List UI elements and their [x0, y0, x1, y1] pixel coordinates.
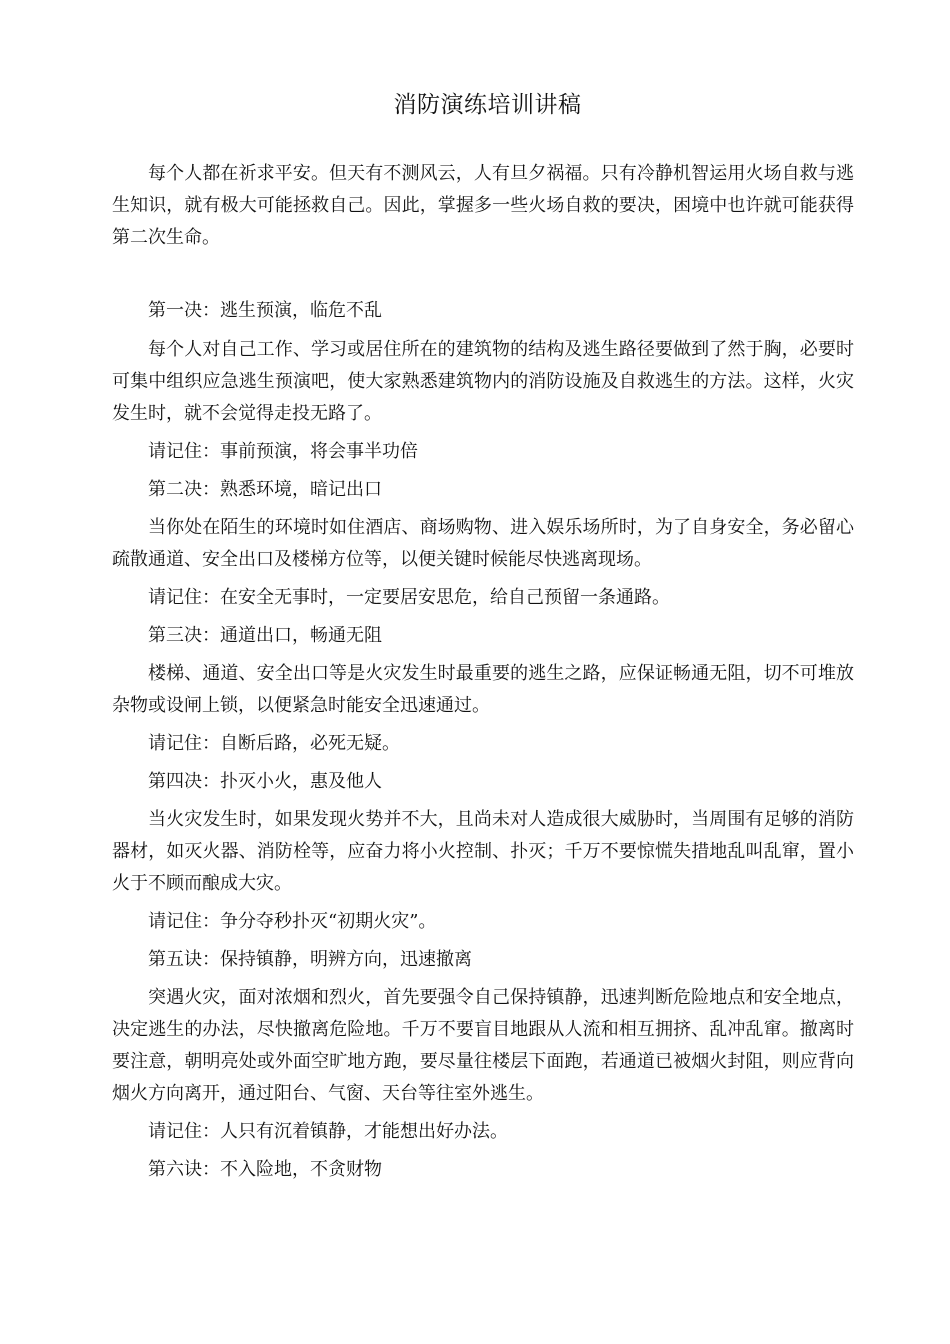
- body-paragraph-5: 突遇火灾，面对浓烟和烈火，首先要强令自己保持镇静，迅速判断危险地点和安全地点，决定逃生的办法，尽快撤离危险地。千万不要盲目地跟从人流和相互拥挤、乱冲乱窜。撤离时要注意，朝明亮处或外面空旷地方跑，要尽量往楼层下面跑，若通道已被烟火封阻，则应背向烟火方向离开，通过阳台、气窗、天台等往室外逃生。: [112, 987, 854, 1104]
- body-paragraph-4: 当火灾发生时，如果发现火势并不大，且尚未对人造成很大威胁时，当周围有足够的消防器材，如灭火器、消防栓等，应奋力将小火控制、扑灭；千万不要惊慌失措地乱叫乱窜，置小火于不顾而酿成大灾。: [112, 809, 854, 894]
- section-heading-4: 第四决：扑灭小火，惠及他人: [148, 771, 382, 792]
- reminder-4: 请记住：争分夺秒扑灭“初期火灾”。: [148, 911, 437, 932]
- section-heading-3: 第三决：通道出口，畅通无阻: [148, 625, 382, 646]
- body-paragraph-3: 楼梯、通道、安全出口等是火灾发生时最重要的逃生之路，应保证畅通无阻，切不可堆放杂物或设闸上锁，以便紧急时能安全迅速通过。: [112, 663, 854, 716]
- document-title: 消防演练培训讲稿: [393, 92, 582, 118]
- reminder-1: 请记住：事前预演，将会事半功倍: [148, 441, 418, 462]
- section-heading-2: 第二决：熟悉环境，暗记出口: [148, 479, 382, 500]
- reminder-3: 请记住：自断后路，必死无疑。: [148, 733, 400, 754]
- section-heading-6: 第六诀：不入险地，不贪财物: [148, 1159, 382, 1180]
- body-paragraph-2: 当你处在陌生的环境时如住酒店、商场购物、进入娱乐场所时，为了自身安全，务必留心疏散通道、安全出口及楼梯方位等，以便关键时候能尽快逃离现场。: [112, 517, 854, 570]
- document-body: [112, 158, 854, 1192]
- reminder-5: 请记住：人只有沉着镇静，才能想出好办法。: [148, 1121, 508, 1142]
- intro-paragraph: 每个人都在祈求平安。但天有不测风云，人有旦夕祸福。只有冷静机智运用火场自救与逃生知识，就有极大可能拯救自己。因此，掌握多一些火场自救的要决，困境中也许就可能获得第二次生命。: [112, 163, 854, 248]
- body-paragraph-1: 每个人对自己工作、学习或居住所在的建筑物的结构及逃生路径要做到了然于胸，必要时可集中组织应急逃生预演吧，使大家熟悉建筑物内的消防设施及自救逃生的方法。这样，火灾发生时，就不会觉得走投无路了。: [112, 339, 854, 424]
- reminder-2: 请记住：在安全无事时，一定要居安思危，给自己预留一条通路。: [148, 587, 670, 608]
- section-heading-5: 第五诀：保持镇静，明辨方向，迅速撤离: [148, 949, 472, 970]
- section-heading-1: 第一决：逃生预演，临危不乱: [148, 300, 382, 321]
